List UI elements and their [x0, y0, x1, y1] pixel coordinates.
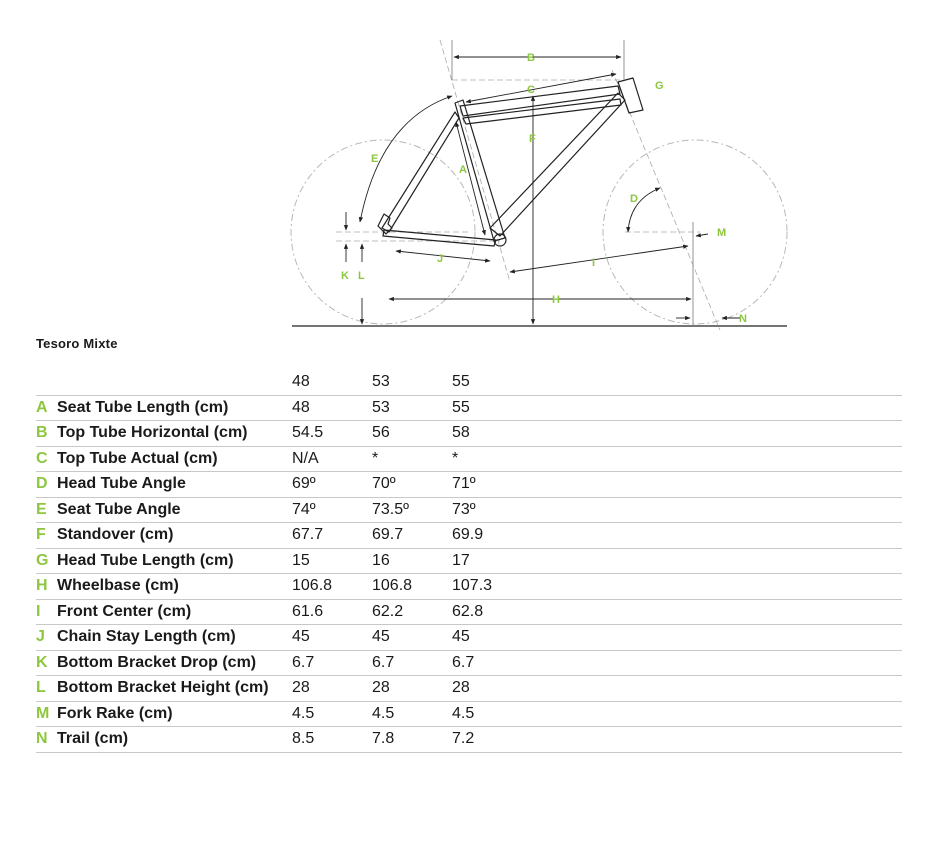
- row-value: 6.7: [372, 650, 452, 676]
- size-header: 48: [292, 370, 372, 395]
- row-letter: F: [36, 523, 57, 549]
- table-row: [36, 676, 902, 702]
- row-value: N/A: [292, 446, 372, 472]
- row-value: 16: [372, 548, 452, 574]
- row-value: 67.7: [292, 523, 372, 549]
- row-value: 7.2: [452, 727, 532, 753]
- row-value: 17: [452, 548, 532, 574]
- row-value: 62.2: [372, 599, 452, 625]
- table-row: [36, 574, 902, 600]
- row-value: 6.7: [452, 650, 532, 676]
- row-value: 107.3: [452, 574, 532, 600]
- table-row: [36, 395, 902, 421]
- row-value: 45: [452, 625, 532, 651]
- label-b: B: [527, 52, 535, 64]
- row-value: 7.8: [372, 727, 452, 753]
- row-label: Standover (cm): [57, 523, 292, 549]
- table-row: [36, 650, 902, 676]
- size-header-row: [36, 370, 902, 395]
- row-value: 4.5: [292, 701, 372, 727]
- row-letter: E: [36, 497, 57, 523]
- label-j: J: [437, 253, 444, 265]
- row-value: 48: [292, 395, 372, 421]
- row-label: Head Tube Length (cm): [57, 548, 292, 574]
- label-e: E: [371, 153, 379, 165]
- table-row: [36, 727, 902, 753]
- row-value: 61.6: [292, 599, 372, 625]
- row-value: 106.8: [292, 574, 372, 600]
- row-value: 55: [452, 395, 532, 421]
- label-f: F: [529, 133, 536, 145]
- geometry-table: [36, 370, 902, 753]
- label-m: M: [717, 227, 727, 239]
- table-row: [36, 599, 902, 625]
- bike-frame: [378, 78, 643, 246]
- row-value: 45: [372, 625, 452, 651]
- row-value: 106.8: [372, 574, 452, 600]
- row-letter: A: [36, 395, 57, 421]
- row-letter: C: [36, 446, 57, 472]
- size-header: 55: [452, 370, 532, 395]
- row-value: 53: [372, 395, 452, 421]
- row-value: 6.7: [292, 650, 372, 676]
- label-l: L: [358, 270, 365, 282]
- table-row: [36, 497, 902, 523]
- row-value: 58: [452, 421, 532, 447]
- table-row: [36, 523, 902, 549]
- row-label: Front Center (cm): [57, 599, 292, 625]
- row-value: 69º: [292, 472, 372, 498]
- row-letter: L: [36, 676, 57, 702]
- row-value: 4.5: [372, 701, 452, 727]
- row-label: Seat Tube Length (cm): [57, 395, 292, 421]
- row-value: 62.8: [452, 599, 532, 625]
- row-label: Chain Stay Length (cm): [57, 625, 292, 651]
- row-value: 28: [292, 676, 372, 702]
- row-letter: G: [36, 548, 57, 574]
- row-value: 73.5º: [372, 497, 452, 523]
- row-letter: K: [36, 650, 57, 676]
- row-label: Bottom Bracket Drop (cm): [57, 650, 292, 676]
- row-value: *: [372, 446, 452, 472]
- row-letter: M: [36, 701, 57, 727]
- label-c: C: [527, 84, 535, 96]
- row-letter: H: [36, 574, 57, 600]
- row-value: 69.7: [372, 523, 452, 549]
- row-label: Top Tube Actual (cm): [57, 446, 292, 472]
- label-g: G: [655, 80, 664, 92]
- label-i: I: [592, 257, 596, 269]
- row-value: 8.5: [292, 727, 372, 753]
- row-label: Top Tube Horizontal (cm): [57, 421, 292, 447]
- row-letter: I: [36, 599, 57, 625]
- row-letter: N: [36, 727, 57, 753]
- row-value: 45: [292, 625, 372, 651]
- label-h: H: [552, 294, 560, 306]
- table-row: [36, 472, 902, 498]
- row-value: 4.5: [452, 701, 532, 727]
- row-value: 70º: [372, 472, 452, 498]
- row-label: Trail (cm): [57, 727, 292, 753]
- row-value: 15: [292, 548, 372, 574]
- row-letter: D: [36, 472, 57, 498]
- label-k: K: [341, 270, 349, 282]
- model-title: Tesoro Mixte: [36, 336, 118, 351]
- size-header: 53: [372, 370, 452, 395]
- table-row: [36, 446, 902, 472]
- label-d: D: [630, 193, 638, 205]
- row-value: 74º: [292, 497, 372, 523]
- row-letter: B: [36, 421, 57, 447]
- label-a: A: [459, 164, 467, 176]
- row-value: *: [452, 446, 532, 472]
- row-letter: J: [36, 625, 57, 651]
- row-label: Fork Rake (cm): [57, 701, 292, 727]
- row-label: Head Tube Angle: [57, 472, 292, 498]
- row-value: 28: [372, 676, 452, 702]
- bike-geometry-diagram: [0, 0, 950, 335]
- label-n: N: [739, 313, 747, 325]
- table-row: [36, 548, 902, 574]
- row-label: Bottom Bracket Height (cm): [57, 676, 292, 702]
- table-row: [36, 625, 902, 651]
- row-value: 54.5: [292, 421, 372, 447]
- table-row: [36, 701, 902, 727]
- row-value: 73º: [452, 497, 532, 523]
- row-label: Seat Tube Angle: [57, 497, 292, 523]
- row-value: 28: [452, 676, 532, 702]
- table-row: [36, 421, 902, 447]
- row-value: 71º: [452, 472, 532, 498]
- row-value: 69.9: [452, 523, 532, 549]
- row-label: Wheelbase (cm): [57, 574, 292, 600]
- row-value: 56: [372, 421, 452, 447]
